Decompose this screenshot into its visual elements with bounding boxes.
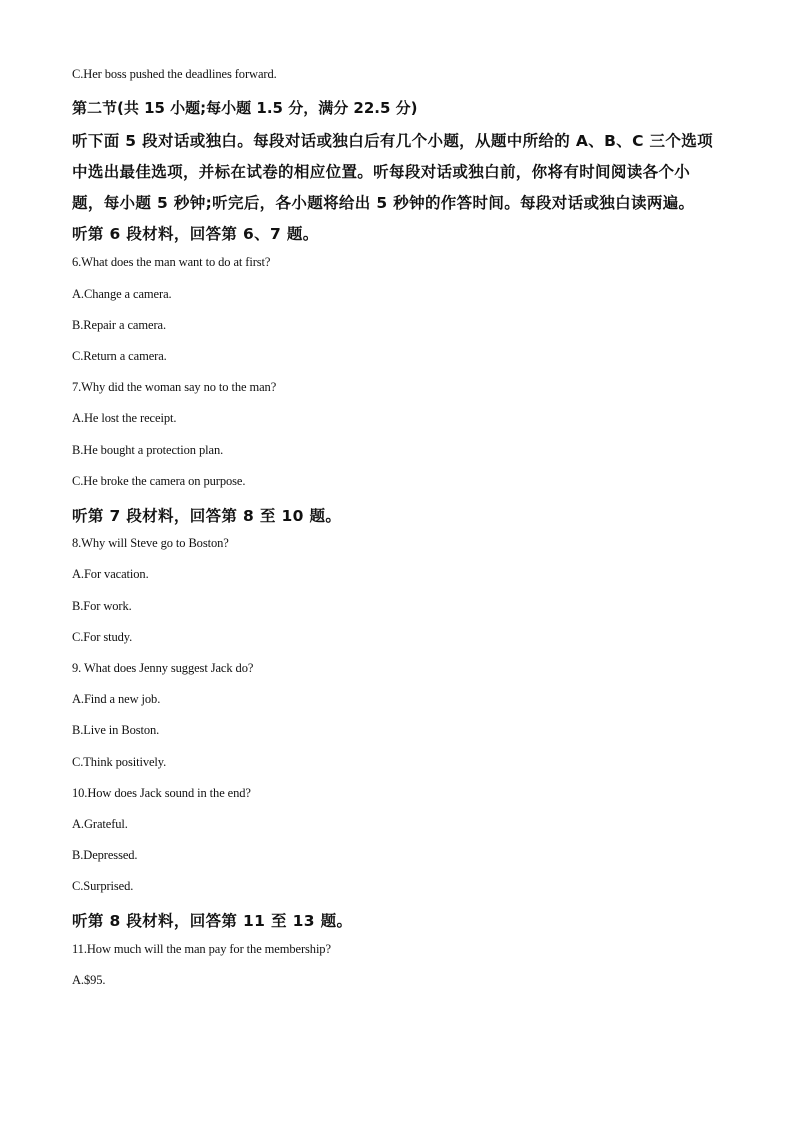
question-line: 10.How does Jack sound in the end? [72, 786, 251, 800]
option-line: C.Return a camera. [72, 349, 167, 363]
question-line: 11.How much will the man pay for the membership? [72, 942, 331, 956]
question-line: 8.Why will Steve go to Boston? [72, 536, 229, 550]
option-line: C.He broke the camera on purpose. [72, 474, 246, 488]
option-line: B.Depressed. [72, 848, 138, 862]
material-heading: 听第 6 段材料，回答第 6、7 题。 [72, 225, 319, 243]
option-line: B.Repair a camera. [72, 318, 166, 332]
question-line: 7.Why did the woman say no to the man? [72, 380, 277, 394]
instruction-line: 中选出最佳选项，并标在试卷的相应位置。听每段对话或独白前，你将有时间阅读各个小 [72, 163, 691, 181]
option-line: A.$95. [72, 973, 106, 987]
material-heading: 听第 7 段材料，回答第 8 至 10 题。 [72, 507, 342, 525]
option-line: C.Surprised. [72, 879, 134, 893]
question-line: 9. What does Jenny suggest Jack do? [72, 661, 254, 675]
option-line: A.For vacation. [72, 567, 149, 581]
section-heading: 第二节(共 15 小题;每小题 1.5 分，满分 22.5 分) [72, 99, 418, 117]
option-line: C.Think positively. [72, 755, 167, 769]
instruction-line: 题，每小题 5 秒钟;听完后，各小题将给出 5 秒钟的作答时间。每段对话或独白读两遍。 [72, 194, 695, 212]
option-line: A.Find a new job. [72, 692, 161, 706]
option-line: A.Change a camera. [72, 287, 172, 301]
instruction-line: 听下面 5 段对话或独白。每段对话或独白后有几个小题，从题中所给的 A、B、C 三个选项 [72, 132, 713, 150]
option-line: A.He lost the receipt. [72, 411, 177, 425]
option-line: B.Live in Boston. [72, 723, 160, 737]
option-line: B.For work. [72, 599, 132, 613]
option-line: B.He bought a protection plan. [72, 443, 224, 457]
option-line: A.Grateful. [72, 817, 128, 831]
question-line: 6.What does the man want to do at first? [72, 255, 271, 269]
option-line: C.For study. [72, 630, 133, 644]
option-line: C.Her boss pushed the deadlines forward. [72, 67, 277, 81]
material-heading: 听第 8 段材料，回答第 11 至 13 题。 [72, 912, 353, 930]
